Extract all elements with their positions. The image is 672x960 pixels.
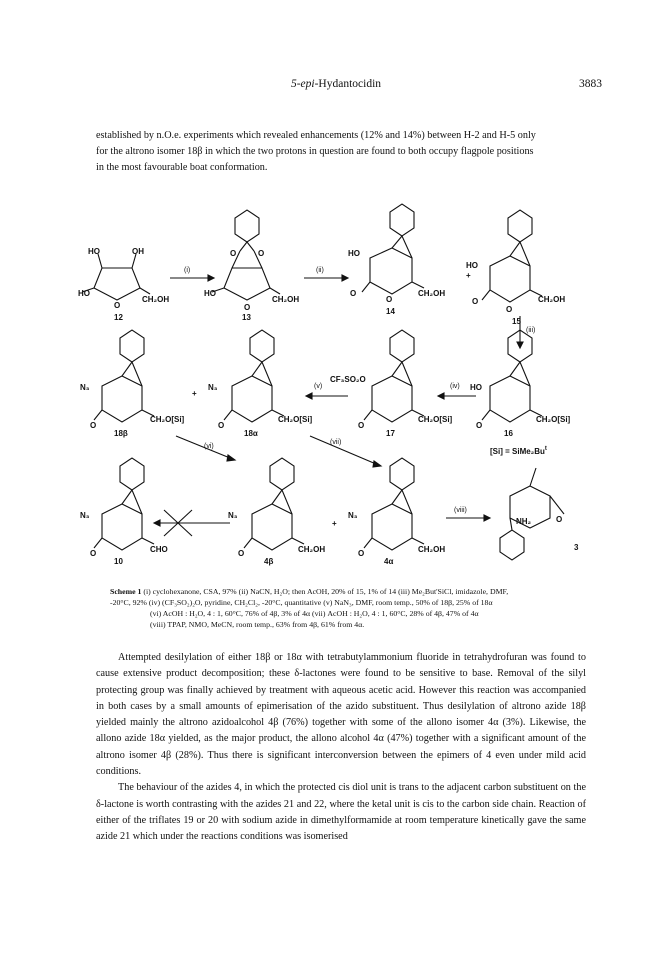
compound-12-structure — [82, 254, 150, 300]
label-ho-12b: HO — [78, 289, 90, 298]
page-number: 3883 — [579, 78, 602, 90]
label-o-10: O — [90, 549, 97, 558]
caption-line-2: -20°C, 92% (iv) (CF₃SO₂)₂O, pyridine, CH₂Cl₂, -20°C, quantitative (v) NaN₃, DMF, room temp., 50% of 18β, 25% of 18α — [110, 598, 493, 607]
label-o-15a: O — [472, 297, 479, 306]
label-ch2oh-15: CH₂OH — [538, 295, 566, 304]
label-o-13b: O — [258, 249, 265, 258]
step-ii: (ii) — [316, 267, 324, 274]
body-paragraph-2: The behaviour of the azides 4, in which the protected cis diol unit is trans to the adjacent carbon substituent on the δ-lactone is worth contrasting with the azides 21 and 22, where the ketal unit is cis to the carbon side chain. Reaction of either of the triflates 19 or 20 with sodium azide in dimethylformamide at room temperature kinetically gave the same azide 21 which under the reactions conditions was isomerised — [96, 782, 586, 843]
label-o-18b: O — [90, 421, 97, 430]
compound-16-structure — [482, 330, 542, 422]
label-o-4b: O — [238, 549, 245, 558]
label-o-17: O — [358, 421, 365, 430]
label-n3-10: N₃ — [80, 511, 90, 520]
caption-line-3: (vi) AcOH : H₂O, 4 : 1, 60°C, 76% of 4β, 3% of 4α (vii) AcOH : H₂O, 4 : 1, 60°C, 28% of 4β, 47% of 4α — [150, 609, 479, 618]
step-v: (v) — [314, 383, 323, 390]
intro-line-2: for the altrono isomer 18β in which the two protons in question are found to both occupy flagpole positions — [96, 146, 534, 157]
label-ch2osi-17: CH₂O[Si] — [418, 415, 453, 424]
compound-4b-number: 4β — [264, 557, 274, 566]
compound-13-structure — [212, 210, 280, 300]
compound-3-structure — [500, 468, 564, 560]
compound-15-structure — [482, 210, 542, 302]
scheme-drawing — [80, 196, 600, 566]
label-o-13c: O — [244, 303, 251, 312]
compound-3-number: 3 — [574, 543, 579, 552]
label-ho-14: HO — [348, 249, 360, 258]
label-cho-10: CHO — [150, 545, 168, 554]
plus-sign-2: + — [192, 389, 197, 398]
title-epi: 5-epi — [290, 78, 315, 90]
caption-text-1: (i) cyclohexanone, CSA, 97% (ii) NaCN, H₂O; then AcOH, 20% of 15, 1% of 14 (iii) Me₂But'SiCl, imidazole, DMF, — [143, 587, 509, 596]
compound-18a-structure — [224, 330, 284, 422]
reagent-triflate: CF₃SO₂O — [330, 375, 366, 384]
caption-lead: Scheme 1 — [110, 587, 142, 596]
label-ch2osi-18a: CH₂O[Si] — [278, 415, 313, 424]
label-ch2oh-4a: CH₂OH — [418, 545, 446, 554]
label-o-16: O — [476, 421, 483, 430]
plus-sign-1: + — [466, 271, 471, 280]
running-header — [0, 78, 672, 94]
label-o-14b: O — [386, 295, 393, 304]
compound-4a-number: 4α — [384, 557, 394, 566]
label-o-14a: O — [350, 289, 357, 298]
label-o-12: O — [114, 301, 121, 310]
compound-18a-number: 18α — [244, 429, 258, 438]
label-ch2oh-13: CH₂OH — [272, 295, 300, 304]
step-vi: (vi) — [204, 443, 214, 450]
label-o-3: O — [556, 515, 563, 524]
compound-14-structure — [362, 204, 424, 294]
label-ho-13: HO — [204, 289, 216, 298]
label-ch2osi-16: CH₂O[Si] — [536, 415, 571, 424]
title-rest: -Hydantocidin — [314, 78, 382, 90]
label-ho-12a: HO — [88, 247, 100, 256]
label-o-13a: O — [230, 249, 237, 258]
compound-16-number: 16 — [504, 429, 513, 438]
intro-line-3: in the most favourable boat conformation. — [96, 162, 268, 173]
label-nh2-3: NH₂ — [516, 517, 532, 526]
compound-4a-structure — [364, 458, 424, 550]
compound-12-number: 12 — [114, 313, 123, 322]
si-definition — [490, 446, 547, 456]
label-ch2oh-14: CH₂OH — [418, 289, 446, 298]
caption-line-4: (viii) TPAP, NMO, MeCN, room temp., 63% from 4β, 61% from 4α. — [150, 620, 365, 629]
scheme-caption — [110, 586, 580, 630]
label-ho-15: HO — [466, 261, 478, 270]
compound-10-structure — [94, 458, 154, 550]
step-iii: (iii) — [526, 327, 536, 334]
label-ch2oh-12: CH₂OH — [142, 295, 170, 304]
intro-line-1: established by n.O.e. experiments which revealed enhancements (12% and 14%) between H-2 and H-5 only — [96, 130, 536, 141]
label-oh-12: OH — [132, 247, 144, 256]
body-text — [96, 650, 586, 846]
compound-17-structure — [364, 330, 424, 422]
intro-paragraph — [96, 128, 586, 176]
body-paragraph-1: Attempted desilylation of either 18β or 18α with tetrabutylammonium fluoride in tetrahydrofuran was found to cause extensive product decomposition; these δ-lactones were found to be sensitive to base. Removal of the silyl protecting group was finally achieved by treatment with aqueous acetic acid. However this reaction was accompanied in both cases by a small amounts of epimerisation of the azido substituent. Thus desilylation of altrono azide 18β yielded mainly the altrono azidoalcohol 4β (76%) together with some of the allono isomer 4α (3%). Likewise, the allono azide 18α yielded, as the major product, the allono alcohol 4α (47%) together with a significant amount of the altrono isomer 4β (28%). Thus there is significant interconversion between the epimers of 4 even under mild acid conditions. — [96, 652, 586, 778]
label-n3-4a: N₃ — [348, 511, 358, 520]
label-n3-18b: N₃ — [80, 383, 90, 392]
label-ch2osi-18b: CH₂O[Si] — [150, 415, 185, 424]
label-ch2oh-4b: CH₂OH — [298, 545, 326, 554]
compound-17-number: 17 — [386, 429, 395, 438]
plus-sign-3: + — [332, 519, 337, 528]
running-title — [0, 78, 672, 90]
scheme-arrows — [154, 275, 523, 536]
label-n3-4b: N₃ — [228, 511, 238, 520]
compound-14-number: 14 — [386, 307, 395, 316]
label-o-4a: O — [358, 549, 365, 558]
label-ho-16: HO — [470, 383, 482, 392]
compound-18b-number: 18β — [114, 429, 128, 438]
step-vii: (vii) — [330, 439, 342, 446]
caption-line-1 — [110, 586, 580, 597]
si-definition-text: [Si] = SiMe₂Bu — [490, 447, 545, 456]
step-viii: (viii) — [454, 507, 467, 514]
label-o-18a: O — [218, 421, 225, 430]
si-definition-sup: t — [544, 446, 547, 452]
compound-4b-structure — [244, 458, 304, 550]
compound-10-number: 10 — [114, 557, 123, 566]
compound-13-number: 13 — [242, 313, 251, 322]
compound-18b-structure — [94, 330, 154, 422]
step-iv: (iv) — [450, 383, 460, 390]
compound-15-number: 15 — [512, 317, 521, 326]
label-n3-18a: N₃ — [208, 383, 218, 392]
label-o-15b: O — [506, 305, 513, 314]
step-i: (i) — [184, 267, 191, 274]
reaction-scheme — [80, 196, 600, 566]
